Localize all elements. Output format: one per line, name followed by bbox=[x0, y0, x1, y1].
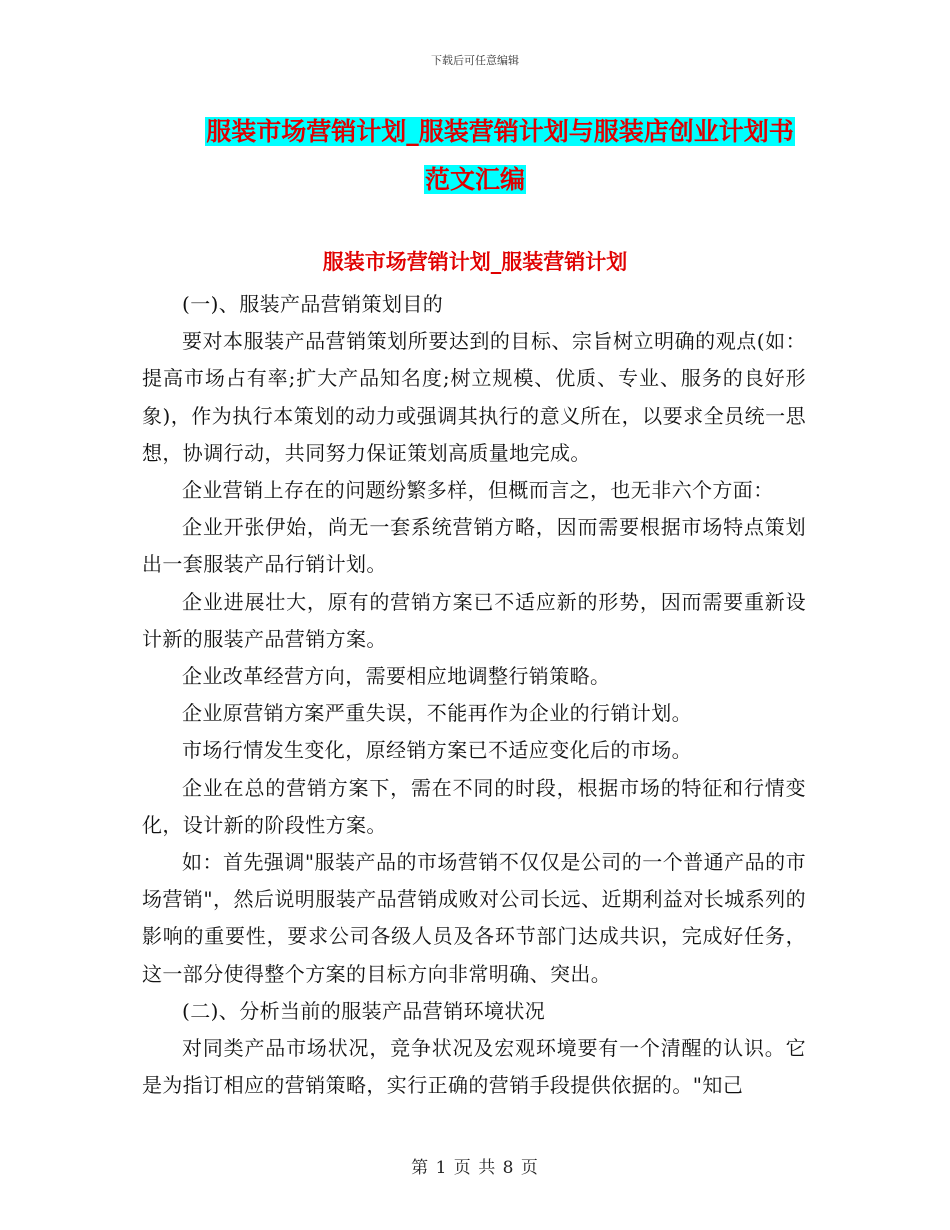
paragraph: 企业在总的营销方案下，需在不同的时段，根据市场的特征和行情变化，设计新的阶段性方案。 bbox=[142, 775, 806, 837]
document-title bbox=[0, 108, 950, 204]
page-header: 下载后可任意编辑 bbox=[431, 54, 519, 67]
paragraph: (二)、分析当前的服装产品营销环境状况 bbox=[182, 998, 546, 1023]
document-title-line-2: 范文汇编 bbox=[424, 165, 525, 194]
paragraph: 企业营销上存在的问题纷繁多样，但概而言之，也无非六个方面： bbox=[182, 478, 774, 503]
paragraph: 如：首先强调"服装产品的市场营销不仅仅是公司的一个普通产品的市场营销"，然后说明服装产品营销成败对公司长远、近期利益对长城系列的影响的重要性，要求公司各级人员及各环节部门达成共识，完成好任务，这一部分使得整个方案的目标方向非常明确、突出。 bbox=[142, 850, 806, 986]
document-title-line-1: 服装市场营销计划_服装营销计划与服装店创业计划书 bbox=[206, 117, 794, 146]
paragraph: (一)、服装产品营销策划目的 bbox=[182, 292, 444, 316]
section-title: 服装市场营销计划_服装营销计划 bbox=[322, 249, 628, 274]
paragraph: 企业开张伊始，尚无一套系统营销方略，因而需要根据市场特点策划出一套服装产品行销计划。 bbox=[142, 515, 806, 577]
paragraph: 企业改革经营方向，需要相应地调整行销策略。 bbox=[182, 664, 611, 689]
paragraph: 市场行情发生变化，原经销方案已不适应变化后的市场。 bbox=[182, 738, 692, 763]
paragraph: 企业进展壮大，原有的营销方案已不适应新的形势，因而需要重新设计新的服装产品营销方案。 bbox=[142, 589, 806, 651]
paragraph: 企业原营销方案严重失误，不能再作为企业的行销计划。 bbox=[182, 701, 692, 726]
paragraph: 要对本服装产品营销策划所要达到的目标、宗旨树立明确的观点(如：提高市场占有率;扩大产品知名度;树立规模、优质、专业、服务的良好形象)，作为执行本策划的动力或强调其执行的意义所在，以要求全员统一思想，协调行动，共同努力保证策划高质量地完成。 bbox=[142, 329, 806, 465]
body-text bbox=[142, 286, 806, 1104]
paragraph: 对同类产品市场状况，竞争状况及宏观环境要有一个清醒的认识。它是为指订相应的营销策略，实行正确的营销手段提供依据的。"知己 bbox=[142, 1036, 806, 1098]
page-number: 第 1 页 共 8 页 bbox=[411, 1158, 539, 1178]
